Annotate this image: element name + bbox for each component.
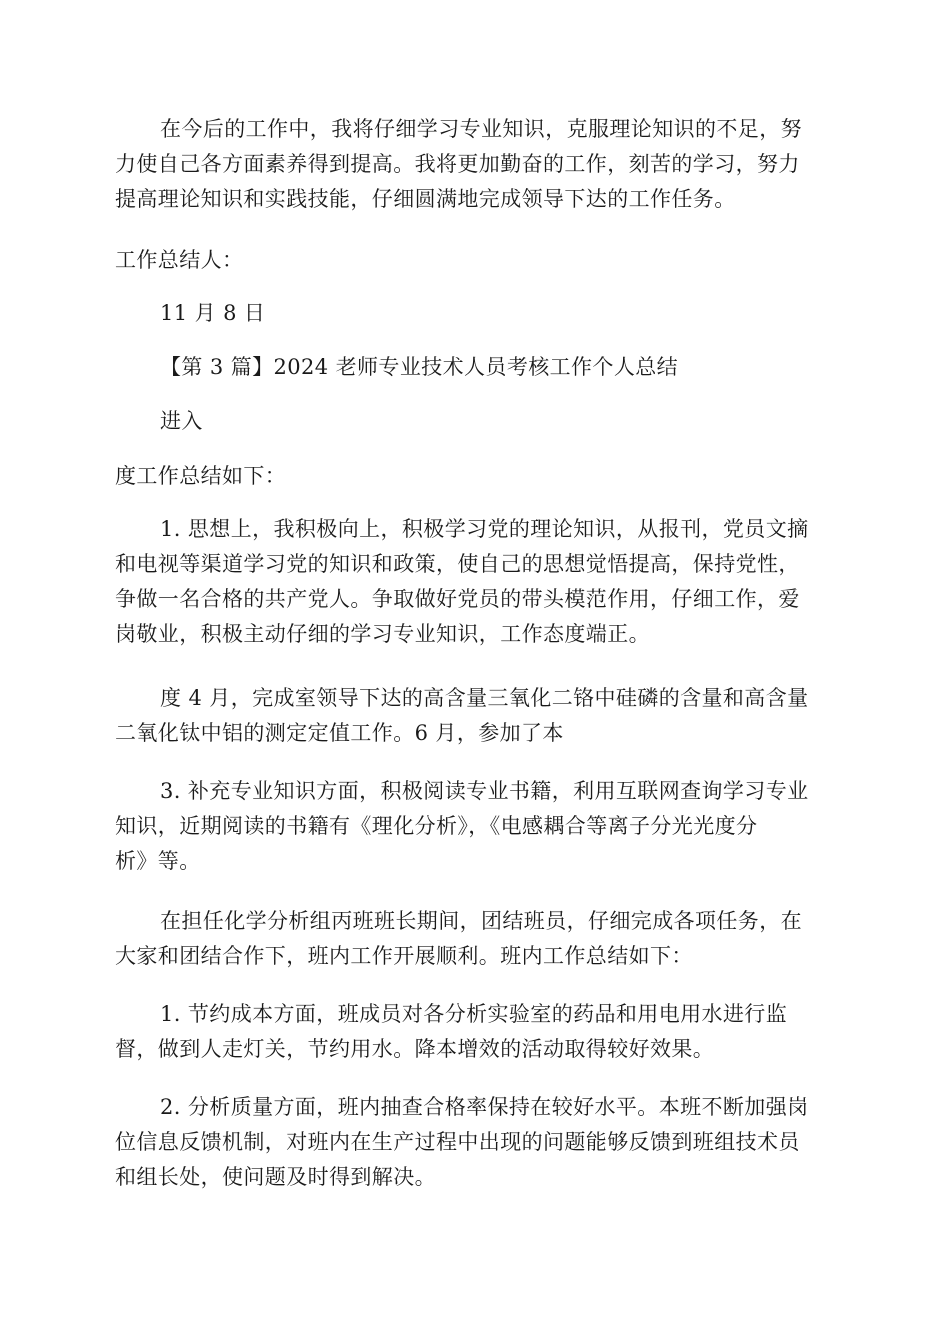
paragraph-future-work [115,112,835,217]
paragraph-thought [115,512,835,652]
text-line: 位信息反馈机制，对班内在生产过程中出现的问题能够反馈到班组技术员 [115,1130,800,1154]
text-line: 进入 [160,409,203,433]
text-line: 工作总结人： [115,248,244,272]
text-line: 二氧化钛中铝的测定定值工作。6 月，参加了本 [115,721,564,745]
text-line: 力使自己各方面素养得到提高。我将更加勤奋的工作，刻苦的学习，努力 [115,152,800,176]
paragraph-april-work [115,681,835,751]
text-line: 3. 补充专业知识方面，积极阅读专业书籍，利用互联网查询学习专业 [160,779,809,803]
paragraph-quality [115,1090,835,1195]
text-line: 1. 节约成本方面，班成员对各分析实验室的药品和用电用水进行监 [160,1002,788,1026]
paragraph-cost-saving [115,997,835,1067]
text-line: 岗敬业，积极主动仔细的学习专业知识，工作态度端正。 [115,622,650,646]
text-line: 大家和团结合作下，班内工作开展顺利。班内工作总结如下： [115,944,693,968]
text-line: 在今后的工作中，我将仔细学习专业知识，克服理论知识的不足，努 [160,117,802,141]
text-line: 1. 思想上，我积极向上，积极学习党的理论知识，从报刊，党员文摘 [160,517,809,541]
paragraph-summary-intro [115,459,835,494]
text-line: 和组长处，使问题及时得到解决。 [115,1165,436,1189]
paragraph-knowledge [115,774,835,879]
text-line: 度 4 月，完成室领导下达的高含量三氧化二铬中硅磷的含量和高含量 [160,686,809,710]
text-line: 度工作总结如下： [115,464,287,488]
paragraph-date [115,296,835,331]
text-line: 争做一名合格的共产党人。争取做好党员的带头模范作用，仔细工作，爱 [115,587,800,611]
text-line: 在担任化学分析组丙班班长期间，团结班员，仔细完成各项任务，在 [160,909,802,933]
paragraph-author-label [115,243,835,278]
section-heading [115,350,835,385]
text-line: 督，做到人走灯关，节约用水。降本增效的活动取得较好效果。 [115,1037,715,1061]
text-line: 提高理论知识和实践技能，仔细圆满地完成领导下达的工作任务。 [115,187,736,211]
paragraph-intro [115,404,835,439]
text-line: 2. 分析质量方面，班内抽查合格率保持在较好水平。本班不断加强岗 [160,1095,809,1119]
text-line: 知识，近期阅读的书籍有《理化分析》，《电感耦合等离子分光光度分 [115,814,758,838]
text-line: 和电视等渠道学习党的知识和政策，使自己的思想觉悟提高，保持党性， [115,552,800,576]
text-line: 【第 3 篇】2024 老师专业技术人员考核工作个人总结 [160,355,679,379]
text-line: 析》等。 [115,849,201,873]
paragraph-team-leader [115,904,835,974]
text-line: 11 月 8 日 [160,301,266,325]
